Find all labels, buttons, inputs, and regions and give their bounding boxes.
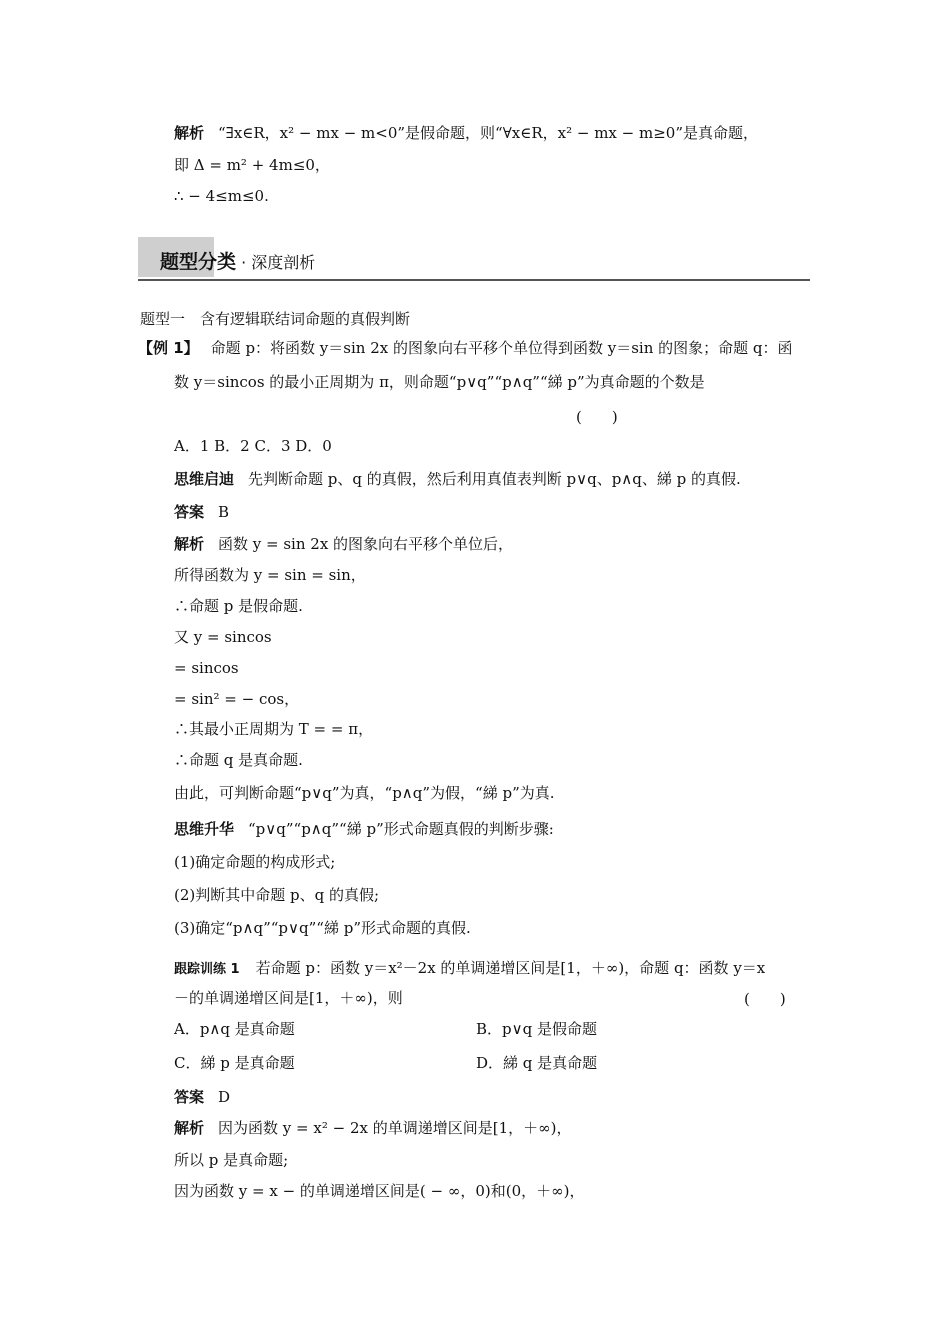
top-analysis-line3: ∴ − 4≤m≤0. (174, 187, 269, 205)
section-title (160, 247, 315, 274)
top-analysis-line1 (174, 123, 758, 143)
practice-option-a: A．p∧q 是真命题 (174, 1020, 295, 1038)
analysis-line: ∴命题 p 是假命题. (174, 597, 303, 615)
practice-option-c: C．綈 p 是真命题 (174, 1054, 295, 1072)
summary-step: (1)确定命题的构成形式; (174, 853, 336, 871)
example1-question-line1: 命题 p：将函数 y＝sin 2x 的图象向右平移个单位得到函数 y＝sin 的图象；命题 q：函 (210, 339, 793, 357)
example1-line1 (138, 338, 793, 358)
hint-text: 先判断命题 p、q 的真假，然后利用真值表判断 p∨q、p∧q、綈 p 的真假. (248, 470, 741, 488)
summary-step: (3)确定“p∧q”“p∨q”“綈 p”形式命题的真假. (174, 919, 471, 937)
practice-answer-paren: ( ) (744, 990, 786, 1008)
summary-label: 思维升华 (174, 820, 235, 838)
analysis-label: 解析 (174, 535, 205, 553)
section-title-dot: · (236, 253, 252, 272)
answer-label: 答案 (174, 1088, 205, 1106)
analysis-line: ∴命题 q 是真命题. (174, 751, 303, 769)
hint-row (174, 469, 741, 489)
example1-answer-paren: ( ) (576, 408, 618, 426)
analysis-line: 所以 p 是真命题; (174, 1151, 289, 1169)
answer-label: 答案 (174, 503, 205, 521)
practice-analysis-row (174, 1118, 571, 1138)
type1-heading: 题型一 含有逻辑联结词命题的真假判断 (140, 310, 411, 328)
example1-options: A．1 B．2 C．3 D．0 (174, 437, 332, 455)
analysis-line: = sincos (174, 659, 239, 677)
section-header (138, 237, 810, 281)
summary-step: (2)判断其中命题 p、q 的真假; (174, 886, 380, 904)
answer-row (174, 502, 229, 522)
summary-row (174, 819, 554, 839)
practice-option-d: D．綈 q 是真命题 (476, 1054, 598, 1072)
practice-label: 跟踪训练 1 (174, 962, 240, 977)
analysis-line: 因为函数 y = x − 的单调递增区间是( − ∞，0)和(0，＋∞)， (174, 1182, 585, 1200)
section-header-rule (138, 279, 810, 281)
example1-label: 【例 1】 (138, 339, 199, 357)
analysis-line: 所得函数为 y = sin = sin， (174, 566, 366, 584)
practice-line1 (174, 958, 765, 980)
answer-value: B (218, 503, 230, 521)
analysis-line: 函数 y = sin 2x 的图象向右平移个单位后， (218, 535, 514, 553)
summary-text: “p∨q”“p∧q”“綈 p”形式命题真假的判断步骤: (248, 820, 554, 838)
practice-question-line1: 若命题 p：函数 y＝x²－2x 的单调递增区间是[1，＋∞)，命题 q：函数 y＝x (255, 959, 766, 977)
analysis-line: 又 y = sincos (174, 628, 272, 646)
analysis-label: 解析 (174, 1119, 205, 1137)
analysis-line: ∴其最小正周期为 T = = π， (174, 720, 374, 738)
section-subtitle: 深度剖析 (251, 253, 316, 272)
section-title-main: 题型分类 (160, 251, 237, 273)
top-analysis-line2: 即 Δ = m² + 4m≤0， (174, 156, 330, 174)
analysis-label: 解析 (174, 124, 205, 142)
analysis-line: 因为函数 y = x² − 2x 的单调递增区间是[1，＋∞)， (218, 1119, 572, 1137)
analysis-text: “∃x∈R，x² − mx − m<0”是假命题，则“∀x∈R，x² − mx − m≥0”是真命题， (218, 124, 758, 142)
practice-option-b: B．p∨q 是假命题 (476, 1020, 597, 1038)
hint-label: 思维启迪 (174, 470, 235, 488)
example1-question-line2: 数 y＝sincos 的最小正周期为 π，则命题“p∨q”“p∧q”“綈 p”为真命题的个数是 (174, 373, 705, 391)
practice-answer-row (174, 1087, 230, 1107)
answer-value: D (218, 1088, 231, 1106)
practice-question-line2: －的单调递增区间是[1，＋∞)，则 (174, 989, 403, 1007)
example1-analysis-row (174, 534, 513, 554)
analysis-line: = sin² = − cos， (174, 690, 300, 708)
analysis-line: 由此，可判断命题“p∨q”为真，“p∧q”为假，“綈 p”为真. (174, 784, 555, 802)
